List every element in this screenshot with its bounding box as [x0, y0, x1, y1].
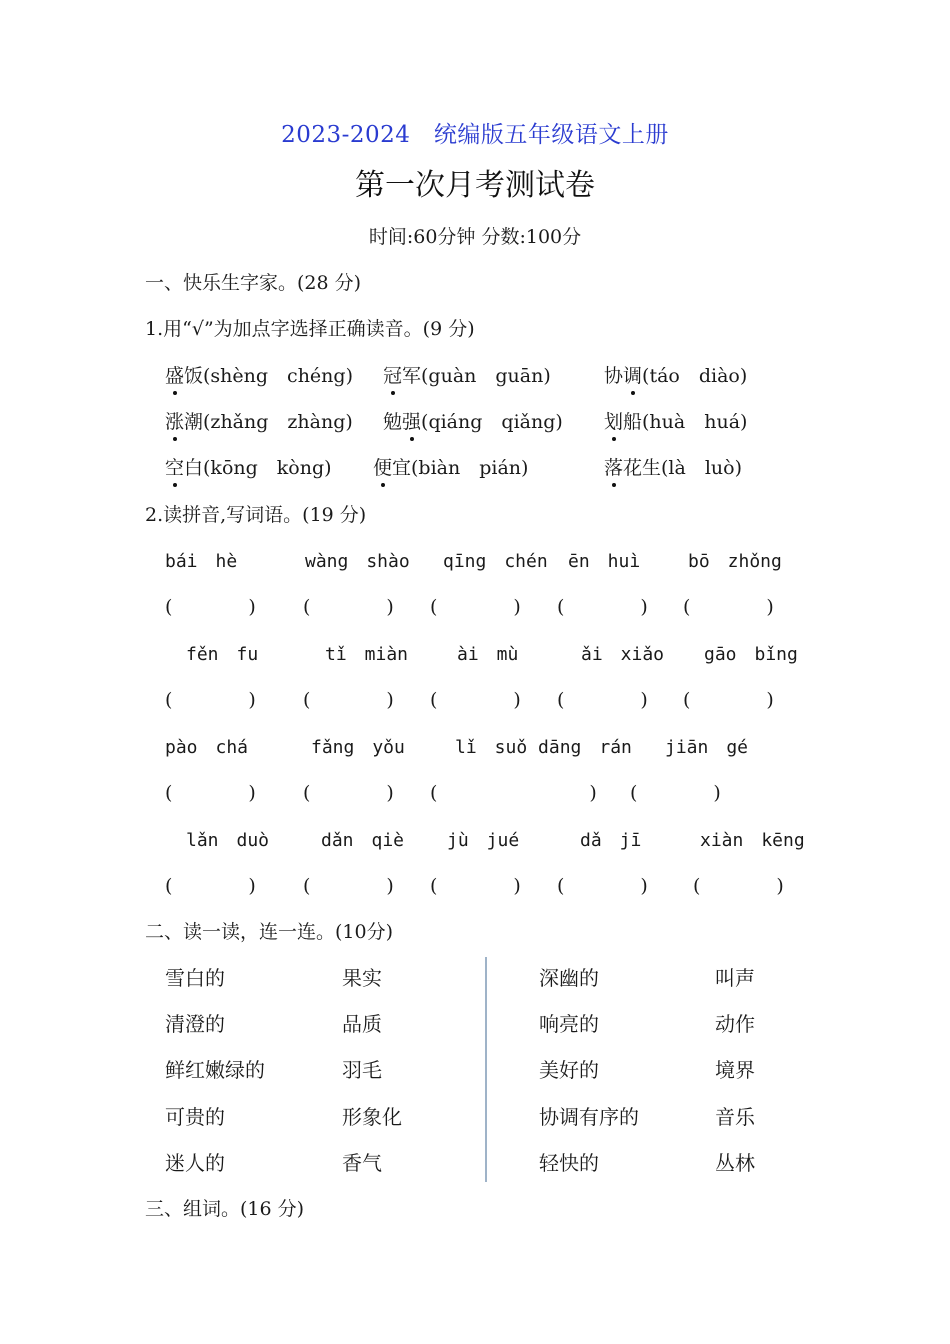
answer-blank[interactable]: ( )	[683, 596, 774, 618]
answer-blank-long[interactable]: ( )	[430, 782, 597, 804]
match-word[interactable]: 轻快的	[539, 1151, 599, 1175]
pick-item: 盛饭(shèng chéng)	[165, 365, 353, 387]
pinyin-prompt: ǎi xiǎo	[581, 644, 665, 665]
dotted-char: 强	[402, 411, 422, 433]
column-divider	[485, 957, 487, 1182]
answer-blank[interactable]: ( )	[693, 875, 784, 897]
match-word[interactable]: 清澄的	[165, 1012, 225, 1036]
answer-blank[interactable]: ( )	[557, 875, 648, 897]
dotted-char: 盛	[165, 365, 185, 387]
match-word[interactable]: 鲜红嫩绿的	[165, 1058, 265, 1082]
pinyin-prompt: wàng shào	[305, 551, 410, 572]
answer-blank[interactable]: ( )	[557, 596, 648, 618]
pinyin-prompt: fěn fu	[186, 644, 259, 665]
edition-title: 2023-2024 统编版五年级语文上册	[281, 122, 669, 148]
answer-blank[interactable]: ( )	[165, 875, 256, 897]
match-word[interactable]: 动作	[715, 1012, 755, 1036]
answer-blank[interactable]: ( )	[303, 875, 394, 897]
match-word[interactable]: 叫声	[715, 966, 755, 990]
answer-blank[interactable]: ( )	[303, 782, 394, 804]
pinyin-prompt: jù jué	[447, 830, 520, 851]
dotted-char: 冠	[383, 365, 403, 387]
answer-blank[interactable]: ( )	[430, 689, 521, 711]
pinyin-prompt: tǐ miàn	[325, 644, 409, 665]
exam-meta: 时间:60分钟 分数:100分	[368, 226, 582, 248]
match-word[interactable]: 境界	[715, 1058, 755, 1082]
match-word[interactable]: 可贵的	[165, 1105, 225, 1129]
pick-item: 空白(kōng kòng)	[165, 457, 332, 479]
pinyin-prompt: qīng chén	[443, 551, 548, 572]
dotted-char: 便	[373, 457, 393, 479]
pick-item: 涨潮(zhǎng zhàng)	[165, 411, 353, 433]
answer-blank[interactable]: ( )	[165, 782, 256, 804]
section2-heading: 二、读一读，连一连。(10分)	[145, 921, 394, 943]
exam-title: 第一次月考测试卷	[355, 168, 595, 203]
answer-blank[interactable]: ( )	[557, 689, 648, 711]
match-word[interactable]: 丛林	[715, 1151, 755, 1175]
pinyin-prompt: lǎn duò	[186, 830, 270, 851]
pick-item: 划船(huà huá)	[604, 411, 748, 433]
pinyin-prompt: dǎ jī	[580, 830, 642, 851]
answer-blank[interactable]: ( )	[303, 689, 394, 711]
match-word[interactable]: 迷人的	[165, 1151, 225, 1175]
dotted-char: 落	[604, 457, 624, 479]
pinyin-prompt: gāo bǐng	[704, 644, 798, 665]
match-word[interactable]: 美好的	[539, 1058, 599, 1082]
match-word[interactable]: 深幽的	[539, 966, 599, 990]
match-word[interactable]: 响亮的	[539, 1012, 599, 1036]
q1-prompt: 1.用“√”为加点字选择正确读音。(9 分)	[145, 318, 475, 340]
answer-blank[interactable]: ( )	[303, 596, 394, 618]
answer-blank[interactable]: ( )	[430, 596, 521, 618]
dotted-char: 涨	[165, 411, 185, 433]
dotted-char: 空	[165, 457, 185, 479]
pinyin-prompt: ēn huì	[568, 551, 641, 572]
match-word[interactable]: 协调有序的	[539, 1105, 639, 1129]
pinyin-prompt: dǎn qiè	[321, 830, 405, 851]
match-word[interactable]: 香气	[342, 1151, 382, 1175]
match-word[interactable]: 雪白的	[165, 966, 225, 990]
pinyin-prompt: jiān gé	[665, 737, 749, 758]
pinyin-prompt: bō zhǒng	[688, 551, 782, 572]
pick-item: 协调(táo diào)	[604, 365, 748, 387]
pinyin-prompt: xiàn kēng	[700, 830, 805, 851]
dotted-char: 调	[623, 365, 643, 387]
pinyin-prompt: fǎng yǒu	[311, 737, 405, 758]
section3-heading: 三、组词。(16 分)	[145, 1198, 305, 1220]
match-word[interactable]: 羽毛	[342, 1058, 382, 1082]
pick-item: 便宜(biàn pián)	[373, 457, 529, 479]
answer-blank[interactable]: ( )	[165, 596, 256, 618]
dotted-char: 划	[604, 411, 624, 433]
pick-item: 勉强(qiáng qiǎng)	[383, 411, 563, 433]
pick-item: 落花生(là luò)	[604, 457, 742, 479]
match-word[interactable]: 品质	[342, 1012, 382, 1036]
answer-blank[interactable]: ( )	[630, 782, 721, 804]
pinyin-prompt: ài mù	[457, 644, 519, 665]
answer-blank[interactable]: ( )	[165, 689, 256, 711]
match-word[interactable]: 果实	[342, 966, 382, 990]
match-word[interactable]: 形象化	[342, 1105, 402, 1129]
match-word[interactable]: 音乐	[715, 1105, 755, 1129]
q2-prompt: 2.读拼音,写词语。(19 分)	[145, 504, 367, 526]
answer-blank[interactable]: ( )	[683, 689, 774, 711]
pinyin-prompt: bái hè	[165, 551, 238, 572]
pinyin-prompt: lǐ suǒ dāng rán	[455, 737, 632, 758]
section1-heading: 一、快乐生字家。(28 分)	[145, 272, 362, 294]
pick-item: 冠军(guàn guān)	[383, 365, 551, 387]
pinyin-prompt: pào chá	[165, 737, 249, 758]
answer-blank[interactable]: ( )	[430, 875, 521, 897]
